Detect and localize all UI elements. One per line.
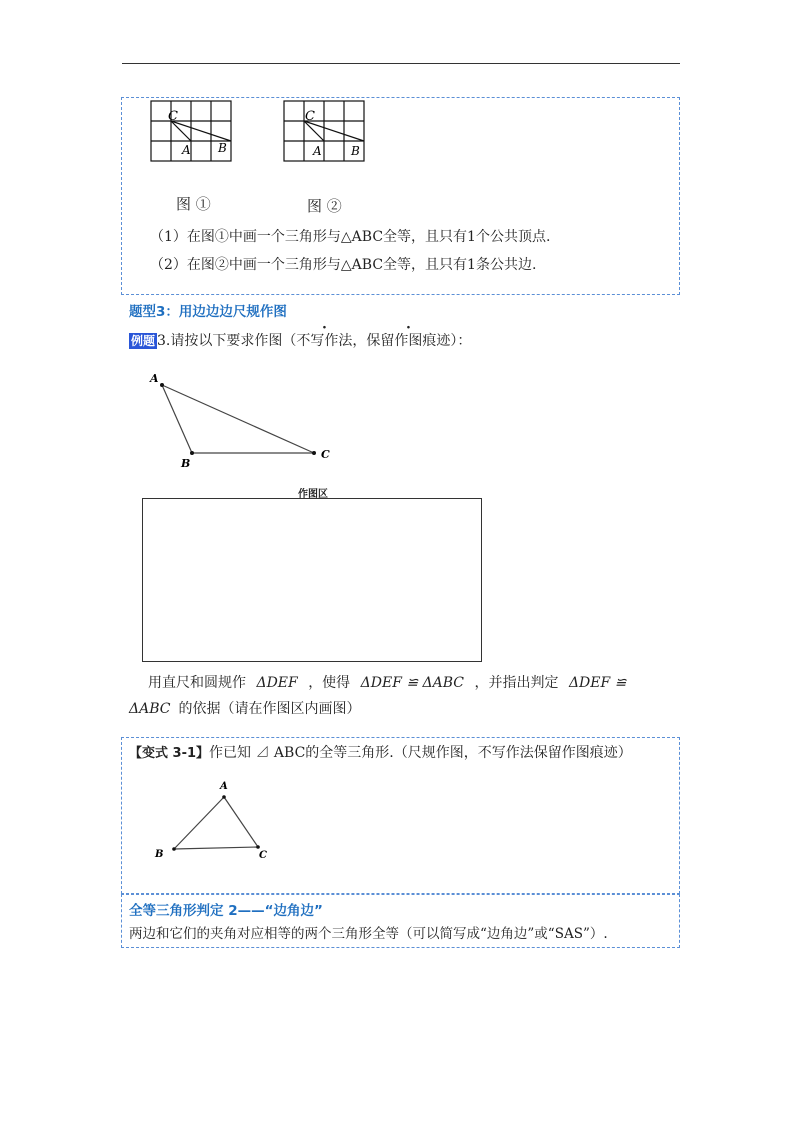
emphasis-no-method: 不写作法 — [296, 333, 353, 349]
triangle-abc-example — [140, 368, 340, 470]
grid1-caption: 图 ① — [176, 195, 211, 213]
label-C: C — [321, 448, 330, 461]
top-rule — [122, 63, 680, 64]
grid-figure-1 — [150, 100, 232, 162]
grid2-caption: 图 ② — [307, 197, 342, 215]
sas-text: 两边和它们的夹角对应相等的两个三角形全等（可以简写成“边角边”或“SAS”）. — [129, 926, 608, 942]
section3-heading: 题型3：用边边边尺规作图 — [129, 304, 287, 320]
instr-text-3: ，并指出判定 — [474, 675, 559, 691]
grid-figure-2 — [283, 100, 365, 162]
instr-text-1: 用直尺和圆规作 — [148, 675, 246, 691]
sas-heading: 全等三角形判定 2——“边角边” — [129, 903, 323, 919]
label-A: A — [313, 144, 322, 158]
congruence-statement: ΔDEF ≌ ΔABC — [360, 675, 465, 691]
label-A: A — [220, 781, 228, 792]
label-C: C — [305, 109, 315, 124]
label-B: B — [218, 141, 227, 155]
label-C: C — [168, 109, 178, 124]
emphasis-keep-traces: · 保留作图痕迹 — [366, 333, 450, 349]
question-2: （2）在图②中画一个三角形与△ABC全等，且只有1条公共边. — [150, 257, 537, 273]
label-C: C — [259, 850, 267, 861]
label-B: B — [351, 144, 360, 158]
instr-text-4: 的依据（请在作图区内画图） — [178, 701, 361, 717]
example-pre: 请按以下要求作图（ — [170, 333, 297, 349]
triangle-abc: ΔABC — [129, 701, 171, 717]
instruction-line-2 — [129, 700, 360, 718]
question-1: （1）在图①中画一个三角形与△ABC全等，且只有1个公共顶点. — [150, 229, 551, 245]
instruction-line-1 — [148, 674, 626, 692]
example-tag: 例题 — [131, 334, 156, 348]
label-A: A — [150, 372, 159, 385]
variant-tag: 【变式 3-1】 — [129, 746, 210, 761]
instr-text-2: ，使得 — [308, 675, 351, 691]
label-B: B — [181, 457, 191, 470]
example-number: 3. — [157, 333, 171, 349]
drawing-area-label: 作图区 — [298, 489, 328, 500]
variant-text: 作已知 ⊿ ABC的全等三角形.（尺规作图，不写作法保留作图痕迹） — [209, 745, 632, 761]
congruence-statement-2: ΔDEF ≌ — [568, 675, 627, 691]
triangle-abc-variant — [150, 775, 280, 865]
triangle-def: ΔDEF — [256, 675, 298, 691]
comma: ， — [352, 333, 367, 349]
variant-line — [129, 744, 632, 763]
label-A: A — [182, 143, 191, 157]
example-post: ）： — [450, 333, 472, 349]
label-B: B — [155, 849, 164, 860]
example3-line — [129, 332, 471, 350]
drawing-area[interactable] — [142, 498, 482, 662]
